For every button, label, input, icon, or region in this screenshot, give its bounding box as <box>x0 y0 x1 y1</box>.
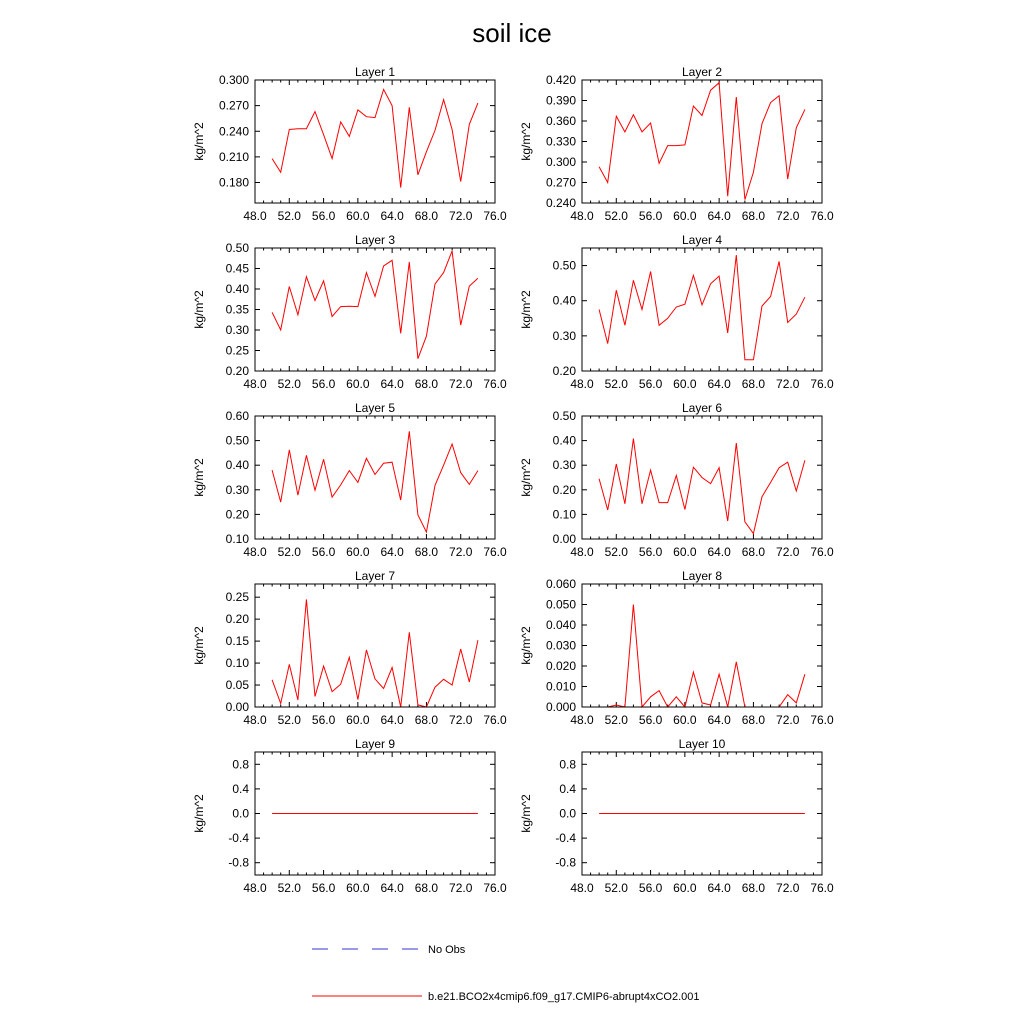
x-tick-label: 68.0 <box>741 377 766 391</box>
x-tick-label: 64.0 <box>707 713 731 727</box>
y-tick-label: 0.20 <box>552 482 576 497</box>
y-tick-label: 0.30 <box>552 328 576 343</box>
x-tick-label: 52.0 <box>277 881 301 895</box>
x-tick-label: 68.0 <box>741 881 766 895</box>
x-tick-label: 60.0 <box>346 209 370 223</box>
y-axis-label: kg/m^2 <box>192 290 206 329</box>
y-tick-label: 0.270 <box>545 175 576 190</box>
series-line-model <box>599 605 805 708</box>
x-tick-label: 56.0 <box>311 377 336 391</box>
y-tick-label: 0.20 <box>225 364 249 378</box>
x-tick-label: 64.0 <box>380 881 404 895</box>
x-tick-label: 60.0 <box>346 377 370 391</box>
panel-title: Layer 6 <box>681 401 723 415</box>
y-tick-label: 0.390 <box>545 93 576 108</box>
y-tick-label: 0.15 <box>225 634 249 649</box>
y-tick-label: 0.50 <box>552 409 576 423</box>
y-tick-label: 0.30 <box>225 323 249 337</box>
panel-title: Layer 5 <box>354 401 396 415</box>
y-tick-label: 0.30 <box>552 458 576 473</box>
x-tick-label: 60.0 <box>346 545 370 559</box>
series-line-model <box>599 255 805 360</box>
x-tick-label: 64.0 <box>707 209 731 223</box>
panel-layer-7 <box>192 569 507 727</box>
y-tick-label: 0.8 <box>559 757 576 772</box>
y-tick-label: 0.300 <box>218 73 249 87</box>
x-tick-label: 76.0 <box>810 881 834 895</box>
x-tick-label: 72.0 <box>776 209 800 223</box>
x-tick-label: 60.0 <box>673 713 697 727</box>
panel-title: Layer 8 <box>681 569 723 583</box>
y-tick-label: 0.40 <box>225 458 249 473</box>
panel-layer-4 <box>519 233 834 391</box>
x-tick-label: 52.0 <box>277 209 301 223</box>
series-line-model <box>599 83 805 200</box>
y-tick-label: -0.8 <box>555 855 576 870</box>
x-tick-label: 76.0 <box>810 377 834 391</box>
x-tick-label: 48.0 <box>243 713 267 727</box>
x-tick-label: 48.0 <box>570 713 594 727</box>
y-tick-label: 0.20 <box>552 364 576 378</box>
x-tick-label: 60.0 <box>673 377 697 391</box>
x-tick-label: 48.0 <box>570 545 594 559</box>
panel-title: Layer 7 <box>354 569 396 583</box>
legend-model-label: b.e21.BCO2x4cmip6.f09_g17.CMIP6-abrupt4xCO2.001 <box>428 991 700 1003</box>
y-axis-label: kg/m^2 <box>519 794 533 833</box>
y-tick-label: 0.40 <box>225 282 249 296</box>
x-tick-label: 56.0 <box>311 545 336 559</box>
y-tick-label: 0.45 <box>225 261 249 276</box>
plot-frame <box>255 80 495 203</box>
panel-layer-3 <box>192 233 507 391</box>
x-tick-label: 64.0 <box>707 377 731 391</box>
series-line-model <box>272 251 478 359</box>
x-tick-label: 56.0 <box>638 377 663 391</box>
x-tick-label: 56.0 <box>311 881 336 895</box>
panel-layer-6 <box>519 401 834 559</box>
y-axis-label: kg/m^2 <box>192 794 206 833</box>
y-tick-label: 0.030 <box>545 638 576 653</box>
y-tick-label: 0.40 <box>552 293 576 308</box>
panel-layer-2 <box>519 65 834 223</box>
x-tick-label: 64.0 <box>707 881 731 895</box>
y-tick-label: -0.4 <box>555 831 576 846</box>
x-tick-label: 56.0 <box>638 713 663 727</box>
legend <box>312 944 700 1003</box>
x-tick-label: 72.0 <box>449 713 473 727</box>
y-tick-label: 0.330 <box>545 134 576 149</box>
x-tick-label: 48.0 <box>243 377 267 391</box>
panel-layer-10 <box>519 737 834 895</box>
series-line-model <box>272 599 478 707</box>
x-tick-label: 48.0 <box>570 209 594 223</box>
x-tick-label: 68.0 <box>414 377 439 391</box>
legend-obs-label: No Obs <box>428 944 466 956</box>
x-tick-label: 72.0 <box>776 377 800 391</box>
y-axis-label: kg/m^2 <box>192 122 206 161</box>
y-tick-label: 0.240 <box>545 196 576 210</box>
y-tick-label: -0.4 <box>228 831 249 846</box>
panel-layer-5 <box>192 401 507 559</box>
series-line-model <box>272 431 478 532</box>
x-tick-label: 76.0 <box>810 209 834 223</box>
y-tick-label: 0.270 <box>218 98 249 113</box>
y-tick-label: 0.00 <box>225 700 249 714</box>
y-axis-label: kg/m^2 <box>519 626 533 665</box>
y-tick-label: 0.020 <box>545 659 576 673</box>
x-tick-label: 52.0 <box>604 713 628 727</box>
figure-title: soil ice <box>472 18 552 48</box>
plot-frame <box>582 80 822 203</box>
x-tick-label: 68.0 <box>414 209 439 223</box>
y-tick-label: 0.50 <box>225 433 249 448</box>
y-axis-label: kg/m^2 <box>519 290 533 329</box>
x-tick-label: 52.0 <box>604 881 628 895</box>
y-tick-label: 0.060 <box>545 577 576 591</box>
y-tick-label: 0.000 <box>545 700 576 714</box>
y-tick-label: 0.20 <box>225 507 249 522</box>
y-tick-label: 0.25 <box>225 590 249 605</box>
x-tick-label: 56.0 <box>311 713 336 727</box>
y-tick-label: 0.10 <box>552 507 576 522</box>
x-tick-label: 60.0 <box>346 713 370 727</box>
x-tick-label: 72.0 <box>449 545 473 559</box>
x-tick-label: 68.0 <box>414 713 439 727</box>
x-tick-label: 68.0 <box>414 545 439 559</box>
panel-layer-9 <box>192 737 507 895</box>
y-tick-label: 0.50 <box>225 241 249 255</box>
plot-frame <box>255 584 495 707</box>
x-tick-label: 68.0 <box>741 209 766 223</box>
y-tick-label: 0.420 <box>545 73 576 87</box>
x-tick-label: 64.0 <box>707 545 731 559</box>
y-axis-label: kg/m^2 <box>519 458 533 497</box>
x-tick-label: 60.0 <box>673 545 697 559</box>
x-tick-label: 48.0 <box>570 881 594 895</box>
y-tick-label: 0.35 <box>225 302 249 317</box>
x-tick-label: 52.0 <box>277 545 301 559</box>
y-tick-label: 0.300 <box>545 155 576 169</box>
x-tick-label: 60.0 <box>673 881 697 895</box>
y-tick-label: 0.4 <box>559 781 576 796</box>
y-tick-label: 0.360 <box>545 114 576 128</box>
y-tick-label: 0.05 <box>225 678 249 693</box>
x-tick-label: 76.0 <box>483 545 507 559</box>
y-tick-label: 0.240 <box>218 124 249 139</box>
y-tick-label: 0.10 <box>225 532 249 546</box>
x-tick-label: 52.0 <box>604 209 628 223</box>
x-tick-label: 52.0 <box>604 377 628 391</box>
x-tick-label: 72.0 <box>776 545 800 559</box>
x-tick-label: 48.0 <box>243 881 267 895</box>
series-line-model <box>599 439 805 534</box>
x-tick-label: 48.0 <box>570 377 594 391</box>
x-tick-label: 60.0 <box>673 209 697 223</box>
x-tick-label: 76.0 <box>483 209 507 223</box>
y-tick-label: 0.00 <box>552 532 576 546</box>
x-tick-label: 64.0 <box>380 545 404 559</box>
x-tick-label: 68.0 <box>414 881 439 895</box>
y-tick-label: 0.040 <box>545 618 576 632</box>
y-tick-label: 0.10 <box>225 656 249 671</box>
x-tick-label: 48.0 <box>243 545 267 559</box>
x-tick-label: 72.0 <box>776 713 800 727</box>
plot-frame <box>255 416 495 539</box>
y-tick-label: 0.210 <box>218 149 249 164</box>
y-tick-label: 0.010 <box>545 679 576 694</box>
x-tick-label: 68.0 <box>741 713 766 727</box>
panel-grid <box>192 65 834 895</box>
x-tick-label: 76.0 <box>810 713 834 727</box>
x-tick-label: 76.0 <box>483 713 507 727</box>
y-tick-label: 0.4 <box>232 781 249 796</box>
x-tick-label: 52.0 <box>277 377 301 391</box>
x-tick-label: 72.0 <box>449 209 473 223</box>
y-axis-label: kg/m^2 <box>192 458 206 497</box>
x-tick-label: 48.0 <box>243 209 267 223</box>
panel-title: Layer 9 <box>354 737 396 751</box>
x-tick-label: 52.0 <box>277 713 301 727</box>
x-tick-label: 76.0 <box>483 881 507 895</box>
x-tick-label: 72.0 <box>449 377 473 391</box>
y-tick-label: 0.25 <box>225 343 249 358</box>
y-axis-label: kg/m^2 <box>192 626 206 665</box>
x-tick-label: 56.0 <box>638 881 663 895</box>
x-tick-label: 72.0 <box>776 881 800 895</box>
x-tick-label: 64.0 <box>380 377 404 391</box>
x-tick-label: 64.0 <box>380 713 404 727</box>
x-tick-label: 64.0 <box>380 209 404 223</box>
y-tick-label: 0.30 <box>225 482 249 497</box>
panel-title: Layer 2 <box>681 65 723 79</box>
y-tick-label: 0.0 <box>232 806 249 821</box>
y-tick-label: 0.050 <box>545 597 576 612</box>
panel-title: Layer 4 <box>681 233 723 247</box>
x-tick-label: 76.0 <box>483 377 507 391</box>
x-tick-label: 60.0 <box>346 881 370 895</box>
y-tick-label: -0.8 <box>228 855 249 870</box>
series-line-model <box>272 89 478 187</box>
x-tick-label: 72.0 <box>449 881 473 895</box>
panel-title: Layer 1 <box>354 65 396 79</box>
x-tick-label: 68.0 <box>741 545 766 559</box>
y-tick-label: 0.0 <box>559 806 576 821</box>
x-tick-label: 56.0 <box>638 209 663 223</box>
panel-layer-8 <box>519 569 834 727</box>
y-tick-label: 0.60 <box>225 409 249 423</box>
y-tick-label: 0.180 <box>218 175 249 190</box>
y-tick-label: 0.8 <box>232 757 249 772</box>
y-axis-label: kg/m^2 <box>519 122 533 161</box>
y-tick-label: 0.50 <box>552 258 576 273</box>
panel-layer-1 <box>192 65 507 223</box>
x-tick-label: 76.0 <box>810 545 834 559</box>
panel-title: Layer 3 <box>354 233 396 247</box>
x-tick-label: 56.0 <box>311 209 336 223</box>
y-tick-label: 0.20 <box>225 612 249 627</box>
x-tick-label: 56.0 <box>638 545 663 559</box>
plot-frame <box>582 584 822 707</box>
x-tick-label: 52.0 <box>604 545 628 559</box>
panel-title: Layer 10 <box>678 737 726 751</box>
y-tick-label: 0.40 <box>552 433 576 448</box>
